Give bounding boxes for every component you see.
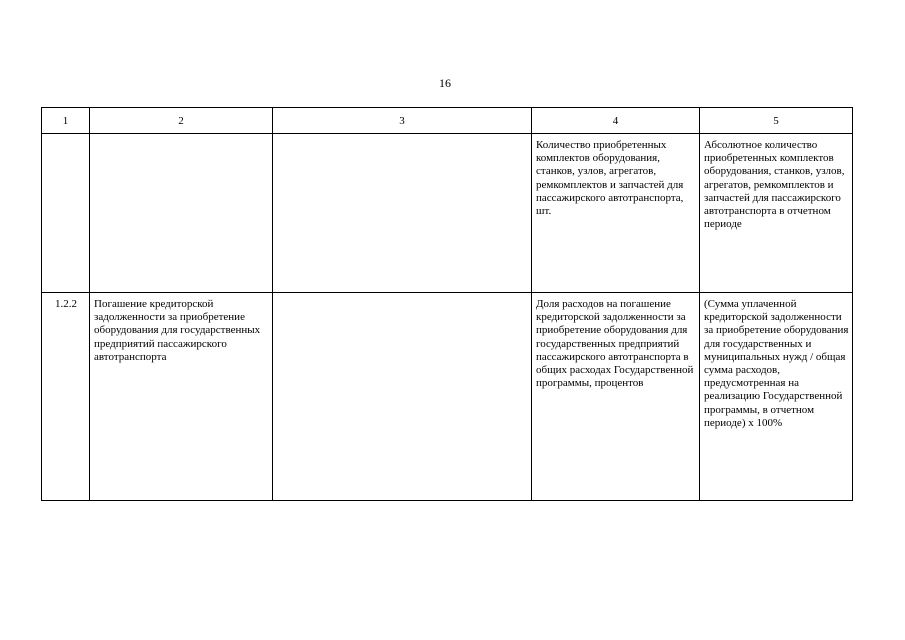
column-3-cell — [273, 293, 532, 501]
program-indicators-table — [41, 107, 853, 501]
column-header-1: 1 — [42, 108, 90, 134]
column-3-cell — [273, 134, 532, 293]
column-header-5: 5 — [700, 108, 853, 134]
column-header-2: 2 — [90, 108, 273, 134]
row-number-cell: 1.2.2 — [42, 293, 90, 501]
measure-name-cell: Погашение кредиторской задолженности за приобретение оборудования для государственных предприятий пассажирского автотранспорта — [90, 293, 273, 501]
column-header-3: 3 — [273, 108, 532, 134]
table-header-row — [42, 108, 853, 134]
column-header-4: 4 — [532, 108, 700, 134]
row-number-cell — [42, 134, 90, 293]
calculation-method-cell: Абсолютное количество приобретенных комплектов оборудования, станков, узлов, агрегатов, ремкомплектов и запчастей для пассажирского автотранспорта в отчетном периоде — [700, 134, 853, 293]
indicator-cell: Доля расходов на погашение кредиторской задолженности за приобретение оборудования для государственных предприятий пассажирского автотранспорта в общих расходах Государственной программы, процентов — [532, 293, 700, 501]
measure-name-cell — [90, 134, 273, 293]
page-number: 16 — [439, 76, 451, 90]
table-row — [42, 134, 853, 293]
calculation-method-cell: (Сумма уплаченной кредиторской задолженности за приобретение оборудования для государственных и муниципальных нужд / общая сумма расходов, предусмотренная на реализацию Государственной программы, в отчетном периоде) х 100% — [700, 293, 853, 501]
table-row — [42, 293, 853, 501]
indicator-cell: Количество приобретенных комплектов оборудования, станков, узлов, агрегатов, ремкомплектов и запчастей для пассажирского автотранспорта, шт. — [532, 134, 700, 293]
